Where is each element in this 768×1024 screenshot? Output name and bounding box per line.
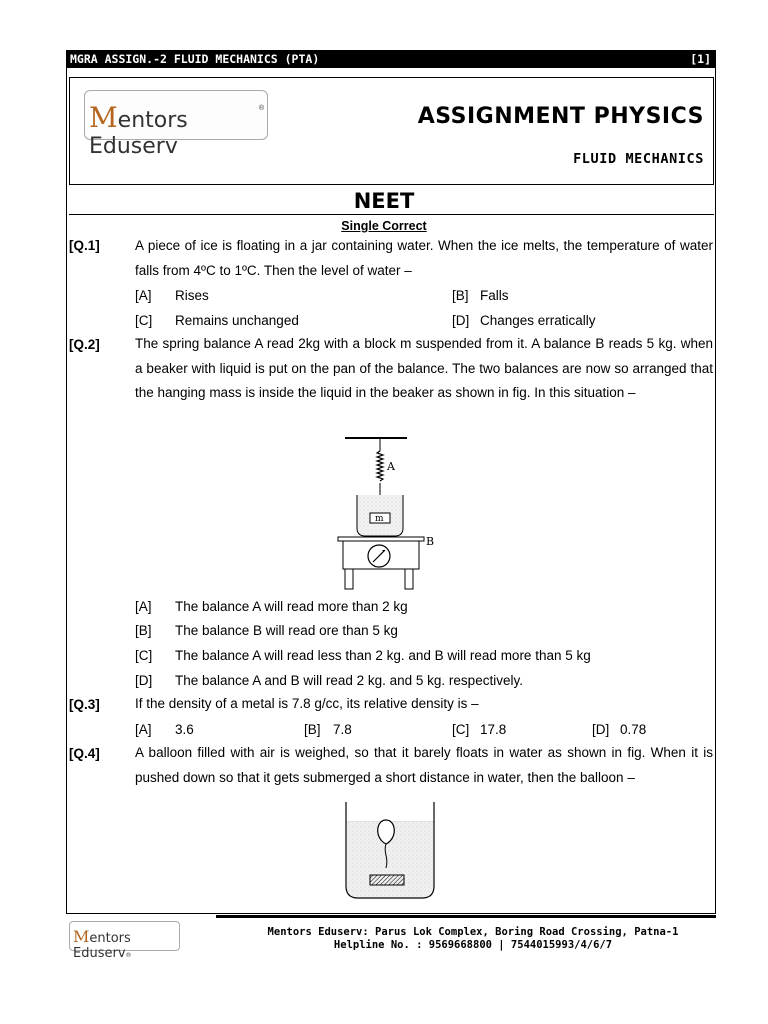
option-c: [C] 17.8 bbox=[452, 722, 507, 737]
option-d: [D] 0.78 bbox=[592, 722, 647, 737]
option-b: [B] The balance B will read ore than 5 kg bbox=[135, 623, 398, 638]
document-title: ASSIGNMENT PHYSICS bbox=[417, 104, 704, 129]
option-a: [A] Rises bbox=[135, 288, 209, 303]
footer-address: Mentors Eduserv: Parus Lok Complex, Boring Road Crossing, Patna-1 bbox=[267, 926, 679, 938]
frame-bottom-line bbox=[66, 913, 716, 914]
footer-helpline: Helpline No. : 9569668800 | 7544015993/4/6/7 bbox=[333, 939, 613, 951]
label-a: A bbox=[387, 460, 395, 473]
option-a: [A] 3.6 bbox=[135, 722, 194, 737]
option-c: [C] Remains unchanged bbox=[135, 313, 299, 328]
document-subtitle: FLUID MECHANICS bbox=[573, 151, 704, 167]
label-b: B bbox=[426, 535, 435, 548]
option-b: [B] 7.8 bbox=[304, 722, 352, 737]
footer-logo: Mentors Eduserv® bbox=[69, 921, 180, 951]
label-m: m bbox=[375, 514, 384, 524]
assignment-code: MGRA ASSIGN.-2 FLUID MECHANICS (PTA) bbox=[70, 52, 320, 66]
section-subtitle: Single Correct bbox=[341, 219, 427, 233]
footer-divider bbox=[216, 915, 716, 918]
question-text: The spring balance A read 2kg with a block m suspended from it. A balance B reads 5 kg. when a beaker with liquid is put on the pan of the balance. The two balances are now so arranged that the hanging mass is inside the liquid in the beaker as shown in fig. In this situation – bbox=[135, 336, 713, 401]
option-d: [D] The balance A and B will read 2 kg. and 5 kg. respectively. bbox=[135, 673, 523, 688]
option-b: [B] Falls bbox=[452, 288, 509, 303]
option-a: [A] The balance A will read more than 2 kg bbox=[135, 599, 408, 614]
footer-contact bbox=[216, 926, 730, 952]
mentors-eduserv-logo: Mentors Eduserv ® bbox=[84, 90, 268, 140]
question-number: [Q.1] bbox=[69, 238, 100, 253]
question-number: [Q.2] bbox=[69, 337, 100, 352]
header-bar bbox=[66, 50, 716, 68]
question-text: A balloon filled with air is weighed, so that it barely floats in water as shown in fig. When it is pushed down so that it gets submerged a short distance in water, then the balloon – bbox=[135, 745, 713, 785]
section-title: NEET bbox=[353, 189, 415, 213]
question-number: [Q.3] bbox=[69, 697, 100, 712]
question-text: If the density of a metal is 7.8 g/cc, its relative density is – bbox=[135, 696, 479, 711]
section-divider bbox=[69, 214, 714, 215]
spring-balance-figure bbox=[335, 433, 445, 593]
question-number: [Q.4] bbox=[69, 746, 100, 761]
option-d: [D] Changes erratically bbox=[452, 313, 596, 328]
balloon-in-water-figure bbox=[344, 802, 436, 902]
page-number: [1] bbox=[690, 52, 711, 66]
question-text: A piece of ice is floating in a jar containing water. When the ice melts, the temperature of water falls from 4ºC to 1ºC. Then the level of water – bbox=[135, 238, 713, 278]
option-c: [C] The balance A will read less than 2 kg. and B will read more than 5 kg bbox=[135, 648, 591, 663]
